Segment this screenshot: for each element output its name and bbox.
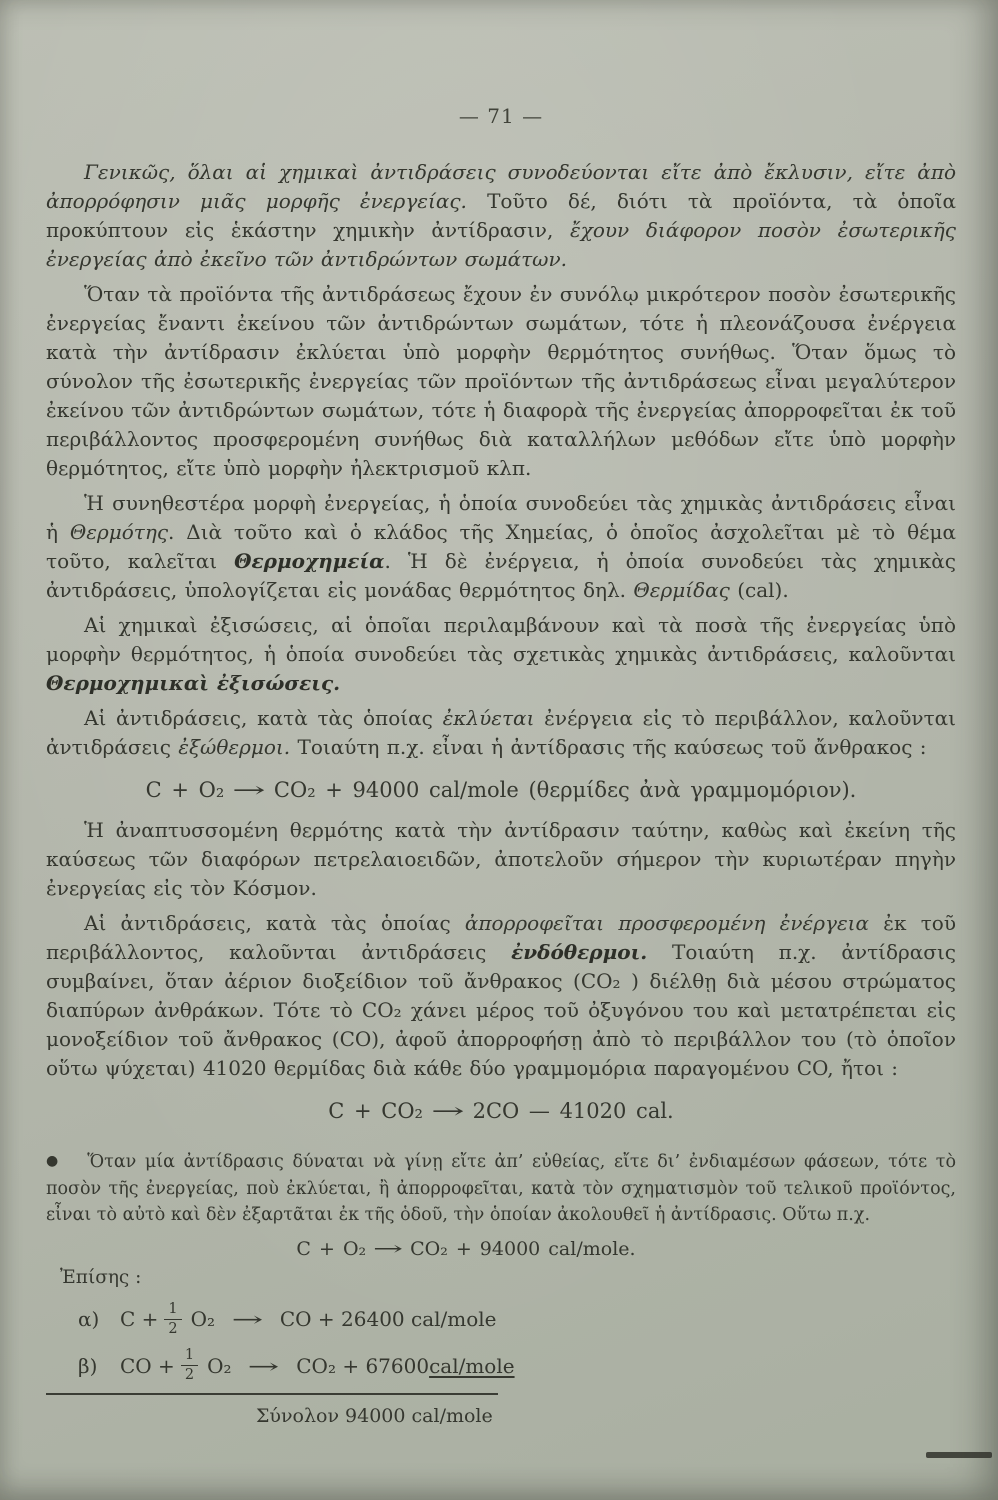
paragraph-endothermic <box>46 909 956 1083</box>
bullet-icon: ● <box>46 1153 62 1169</box>
text-segment: ἀπορροφεῖται προσφερομένη ἐνέργεια <box>464 911 884 935</box>
paragraph-energy-source <box>46 816 956 903</box>
step-label: β) <box>78 1353 98 1378</box>
scan-artifact-mark <box>926 1452 992 1458</box>
term-thermochemical-equations: Θερμοχημικαὶ ἐξισώσεις. <box>46 671 341 695</box>
paragraph-intro <box>46 158 956 274</box>
paragraph-exothermic <box>46 704 956 762</box>
paragraph-thermochemical-equations <box>46 611 956 698</box>
text-segment: Αἱ ἀντιδράσεις, κατὰ τὰς ὁποίας <box>84 706 443 730</box>
fraction-denominator: 2 <box>168 1320 178 1337</box>
equation-right: 2CO — 41020 cal. <box>472 1099 674 1123</box>
fraction-one-half <box>164 1301 181 1337</box>
term-thermidas: Θερμίδας <box>633 578 730 602</box>
equation-unit-underlined: cal/mole <box>429 1353 515 1378</box>
text-segment: Αἱ ἀντιδράσεις, κατὰ τὰς ὁποίας <box>84 911 465 935</box>
equation-step-beta <box>46 1347 956 1383</box>
equation-left: C + O₂ <box>296 1238 367 1260</box>
sum-total: Σύνολον 94000 cal/mole <box>256 1404 493 1427</box>
footnote-equation-direct <box>46 1236 886 1262</box>
text-segment: Ἡ ἀναπτυσσομένη θερμότης κατὰ τὴν ἀντίδρασιν ταύτην, καθὼς καὶ ἐκείνη τῆς καύσεως τῶν διαφόρων πετρελαιοειδῶν, ἀποτελοῦν σήμερον τὴν κυριωτέραν πηγὴν ἐνεργείας εἰς τὸν Κόσμον. <box>46 818 956 900</box>
equation-reactant-o2: O₂ <box>207 1353 232 1378</box>
text-segment: . Ἡ δὲ ἐνέργεια, ἡ ὁποία συνοδεύει τὰς χημικὰς ἀντιδράσεις, ὑπολογίζεται εἰς μονάδας θερμότητος δηλ. <box>46 549 956 602</box>
equation-endothermic-co <box>46 1099 956 1123</box>
reaction-arrow-icon: → <box>231 1307 264 1332</box>
equation-reactant-o2: O₂ <box>190 1307 216 1332</box>
text-segment: ἔχουν διάφορον ποσὸν ἐσωτερικῆς ἐνεργείας ἀπὸ ἐκεῖνο τῶν ἀντιδρώντων σωμάτων. <box>46 218 956 271</box>
reaction-arrow-icon: → <box>247 1353 280 1378</box>
equation-right: CO₂ + 94000 cal/mole. <box>410 1238 636 1260</box>
paragraph-thermochemistry <box>46 489 956 605</box>
text-segment: Γενικῶς, ὅλαι αἱ χημικαὶ ἀντιδράσεις συνοδεύονται εἴτε ἀπὸ ἔκλυσιν, εἴτε ἀπὸ ἀπορρόφησιν μιᾶς μορφῆς ἐνεργείας. <box>46 160 956 213</box>
equation-left: C + CO₂ <box>328 1099 423 1123</box>
equation-right: CO₂ + 94000 cal/mole (θερμίδες ἀνὰ γραμμομόριον). <box>273 778 857 802</box>
equation-products: CO + 26400 cal/mole <box>279 1307 497 1332</box>
term-endothermoi: ἐνδόθερμοι. <box>511 940 648 964</box>
reaction-arrow-icon: → <box>372 1238 404 1260</box>
equation-reactants: CO + <box>120 1353 175 1378</box>
footnote-block <box>46 1149 956 1429</box>
text-segment: Τοιαύτη π.χ. ἀντίδρασις συμβαίνει, ὅταν ἀέριον διοξείδιον τοῦ ἄνθρακος (CO₂ ) διέλθῃ διὰ μέσου στρώματος διαπύρων ἀνθράκων. Τότε τὸ CO₂ χάνει μέρος τοῦ ὀξυγόνου του καὶ μετατρέπεται εἰς μονοξείδιον τοῦ ἄνθρακος (CO), ἀφοῦ ἀπορροφήσῃ ἀπὸ τὸ περιβάλλον του (τὸ ὁποῖον οὕτω ψύχεται) 41020 θερμίδας διὰ κάθε δύο γραμμομόρια παραγομένου CO, ἤτοι : <box>46 940 957 1080</box>
text-segment: Αἱ χημικαὶ ἐξισώσεις, αἱ ὁποῖαι περιλαμβάνουν καὶ τὰ ποσὰ τῆς ἐνεργείας ὑπὸ μορφὴν θερμότητος, ἡ ὁποία συνοδεύει τὰς σχετικὰς χημικὰς ἀντιδράσεις, καλοῦνται <box>46 613 956 666</box>
equation-reactants: C + <box>120 1307 159 1332</box>
text-segment: Ὅταν τὰ προϊόντα τῆς ἀντιδράσεως ἔχουν ἐν συνόλῳ μικρότερον ποσὸν ἐσωτερικῆς ἐνεργείας ἔναντι ἐκείνου τῶν ἀντιδρώντων σωμάτων, τότε ἡ πλεονάζουσα ἐνέργεια κατὰ τὴν ἀντίδρασιν ἐκλύεται ὑπὸ μορφὴν θερμότητος συνήθως. Ὅταν ὅμως τὸ σύνολον τῆς ἐσωτερικῆς ἐνεργείας τῶν προϊόντων τῆς ἀντιδράσεως εἶναι μεγαλύτερον ἐκείνου τῶν ἀντιδρώντων σωμάτων, τότε ἡ διαφορὰ τῆς ἐνεργείας ἀπορροφεῖται ἐκ τοῦ περιβάλλοντος προσφερομένη συνήθως διὰ καταλλήλων μεθόδων εἴτε ὑπὸ μορφὴν θερμότητος, εἴτε ὑπὸ μορφὴν ἠλεκτρισμοῦ κλπ. <box>46 282 956 480</box>
step-label: α) <box>78 1307 100 1332</box>
summation-rule <box>46 1393 498 1395</box>
term-thermochimia: Θερμοχημεία <box>234 549 385 573</box>
term-exothermoi: ἐξώθερμοι. <box>178 735 291 759</box>
equation-left: C + O₂ <box>145 778 225 802</box>
reaction-arrow-icon: → <box>431 1099 465 1123</box>
text-segment: (cal). <box>729 578 789 602</box>
equation-step-alpha <box>46 1301 956 1337</box>
text-segment: Τοιαύτη π.χ. εἶναι ἡ ἀντίδρασις τῆς καύσεως τοῦ ἄνθρακος : <box>290 735 927 759</box>
also-label: Ἐπίσης : <box>60 1267 142 1288</box>
fraction-denominator: 2 <box>184 1367 195 1384</box>
text-segment: . Διὰ τοῦτο καὶ ὁ κλάδος τῆς Χημείας, ὁ ὁποῖος ἀσχολεῖται μὲ τὸ θέμα τοῦτο, καλεῖται <box>46 520 956 573</box>
equation-products: CO₂ + 67600 <box>296 1353 430 1378</box>
text-segment: ἐκ τοῦ περιβάλλοντος, καλοῦνται ἀντιδράσεις <box>46 911 956 964</box>
paragraph-energy-comparison <box>46 280 956 483</box>
text-segment: Τοῦτο δέ, διότι τὰ προϊόντα, τὰ ὁποῖα προκύπτουν εἰς ἑκάστην χημικὴν ἀντίδρασιν, <box>46 189 956 242</box>
text-segment: Ἡ συνηθεστέρα μορφὴ ἐνεργείας, ἡ ὁποία συνοδεύει τὰς χημικὰς ἀντιδράσεις εἶναι ἡ <box>46 491 956 544</box>
fraction-numerator: 1 <box>181 1347 198 1366</box>
term-thermotis: Θερμότης <box>69 520 169 544</box>
page-number: — 71 — <box>458 104 544 128</box>
fraction-numerator: 1 <box>164 1301 181 1320</box>
text-segment: ἐνέργεια εἰς τὸ περιβάλλον, καλοῦνται ἀντιδράσεις <box>46 706 956 759</box>
footnote-text: Ὅταν μία ἀντίδρασις δύναται νὰ γίνῃ εἴτε ἀπ’ εὐθείας, εἴτε δι’ ἐνδιαμέσων φάσεων, τότε τὸ ποσὸν τῆς ἐνεργείας, ποὺ ἐκλύεται, ἢ ἀπορροφεῖται, κατὰ τὸν σχηματισμὸν τοῦ τελικοῦ προϊόντος, εἶναι τὸ αὐτὸ καὶ δὲν ἐξαρτᾶται ἐκ τῆς ὁδοῦ, τὴν ὁποίαν ἀκολουθεῖ ἡ ἀντίδρασις. Οὕτω π.χ. <box>46 1152 956 1225</box>
fraction-one-half <box>181 1347 198 1383</box>
reaction-arrow-icon: → <box>232 778 266 802</box>
text-segment: ἐκλύεται <box>442 706 535 730</box>
footnote-paragraph <box>46 1149 956 1228</box>
equation-carbon-combustion <box>46 778 956 802</box>
